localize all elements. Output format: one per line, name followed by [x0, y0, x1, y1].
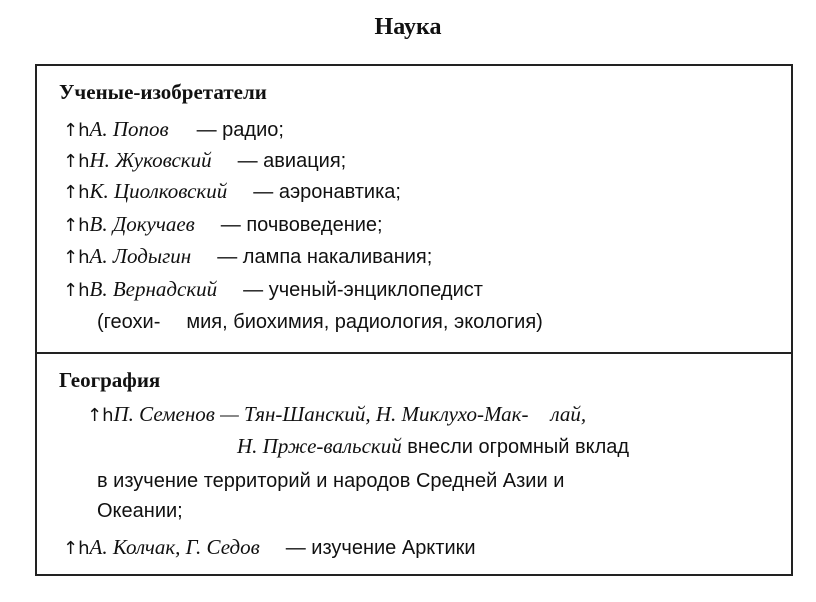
- list-item: [63, 276, 483, 304]
- arrow-up-icon: ↑h: [63, 247, 90, 268]
- arrow-up-icon: ↑h: [63, 182, 90, 203]
- scientist-name: А. Попов: [89, 117, 169, 141]
- list-item: [63, 211, 383, 239]
- list-item: [63, 116, 284, 144]
- text-fragment: внесли огромный вклад: [407, 436, 630, 458]
- list-item: [63, 534, 476, 562]
- text-fragment: (геохи-: [97, 311, 161, 333]
- scientist-name: В. Вернадский: [89, 277, 218, 301]
- explorer-names: П. Семенов — Тян-Шанский, Н. Миклухо-Мак-: [113, 402, 529, 426]
- scientist-field: — авиация;: [237, 150, 347, 172]
- arrow-up-icon: ↑h: [63, 538, 90, 559]
- arrow-up-icon: ↑h: [63, 120, 90, 141]
- section-divider: [37, 352, 791, 354]
- section-heading-geography: География: [59, 368, 161, 392]
- section-heading-scientists: Ученые-изобретатели: [59, 80, 267, 104]
- arrow-up-icon: ↑h: [63, 280, 90, 301]
- arrow-up-icon: ↑h: [87, 405, 114, 426]
- scientist-name: В. Докучаев: [89, 212, 195, 236]
- content-table: [35, 64, 793, 576]
- list-item: [63, 178, 401, 206]
- scientist-name: К. Циолковский: [89, 179, 228, 203]
- scientist-field: — ученый-энциклопедист: [243, 279, 483, 301]
- scientist-name: Н. Жуковский: [89, 148, 212, 172]
- explorer-names: А. Колчак, Г. Седов: [89, 535, 260, 559]
- explorer-names: Н. Прже-вальский: [237, 434, 402, 458]
- list-item: [87, 401, 586, 429]
- list-item-continuation: [97, 309, 543, 335]
- scientist-name: А. Лодыгин: [89, 244, 192, 268]
- explorer-names: лай,: [550, 402, 587, 426]
- list-item: [63, 243, 432, 271]
- scientist-field: — аэронавтика;: [253, 181, 401, 203]
- arrow-up-icon: ↑h: [63, 151, 90, 172]
- scientist-field: — лампа накаливания;: [217, 246, 433, 268]
- list-item-continuation: в изучение территорий и народов Средней Азии и: [97, 470, 565, 492]
- scientist-field: — почвоведение;: [220, 214, 383, 236]
- arrow-up-icon: ↑h: [63, 215, 90, 236]
- scientist-field: — радио;: [196, 119, 284, 141]
- page-title: Наука: [374, 14, 442, 40]
- explorer-field: — изучение Арктики: [285, 537, 476, 559]
- text-fragment: мия, биохимия, радиология, экология): [186, 311, 543, 333]
- list-item-continuation: Океании;: [97, 500, 183, 522]
- list-item-continuation: [237, 433, 629, 460]
- list-item: [63, 147, 346, 175]
